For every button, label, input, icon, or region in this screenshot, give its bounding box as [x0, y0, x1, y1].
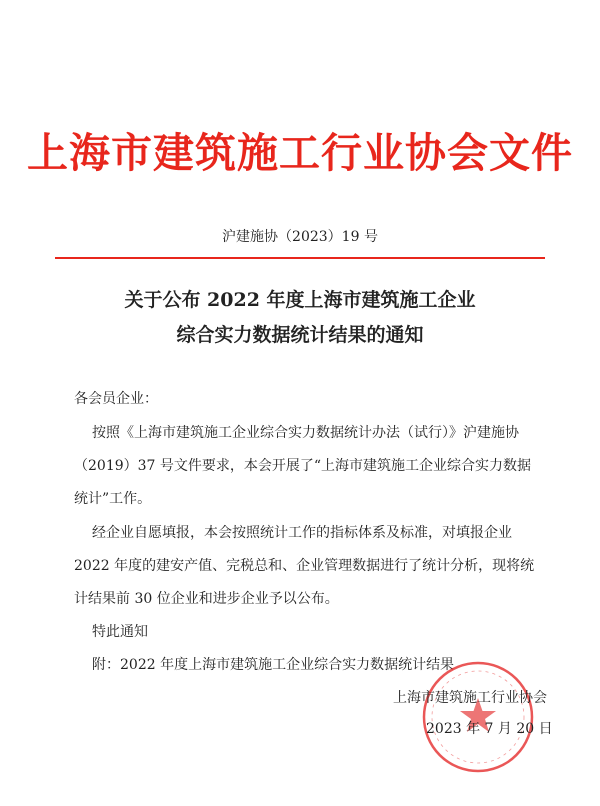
paragraph-2-line: 2022 年度的建安产值、完税总和、企业管理数据进行了统计分析，现将统	[74, 558, 535, 574]
paragraph-1-line: 按照《上海市建筑施工企业综合实力数据统计办法（试行）》沪建施协	[92, 425, 519, 441]
salutation: 各会员企业：	[74, 391, 158, 407]
official-seal	[421, 660, 535, 774]
document-number: 沪建施协（2023）19 号	[222, 229, 378, 245]
document-header-title: 上海市建筑施工行业协会文件	[27, 129, 573, 177]
date: 2023 年 7 月 20 日	[426, 721, 553, 737]
paragraph-1-line: （2019）37 号文件要求，本会开展了“上海市建筑施工企业综合实力数据	[74, 458, 532, 474]
paragraph-2-line: 经企业自愿填报，本会按照统计工作的指标体系及标准，对填报企业	[92, 525, 512, 541]
paragraph-1-line: 统计”工作。	[74, 491, 152, 507]
signature: 上海市建筑施工行业协会	[393, 690, 547, 706]
header-divider	[55, 257, 545, 259]
closing: 特此通知	[92, 624, 148, 640]
paragraph-2-line: 计结果前 30 位企业和进步企业予以公布。	[74, 591, 339, 607]
notice-title-line-1: 关于公布 2022 年度上海市建筑施工企业	[124, 289, 476, 311]
notice-title-line-2: 综合实力数据统计结果的通知	[176, 324, 424, 346]
attachment: 附：2022 年度上海市建筑施工企业综合实力数据统计结果	[92, 657, 455, 673]
